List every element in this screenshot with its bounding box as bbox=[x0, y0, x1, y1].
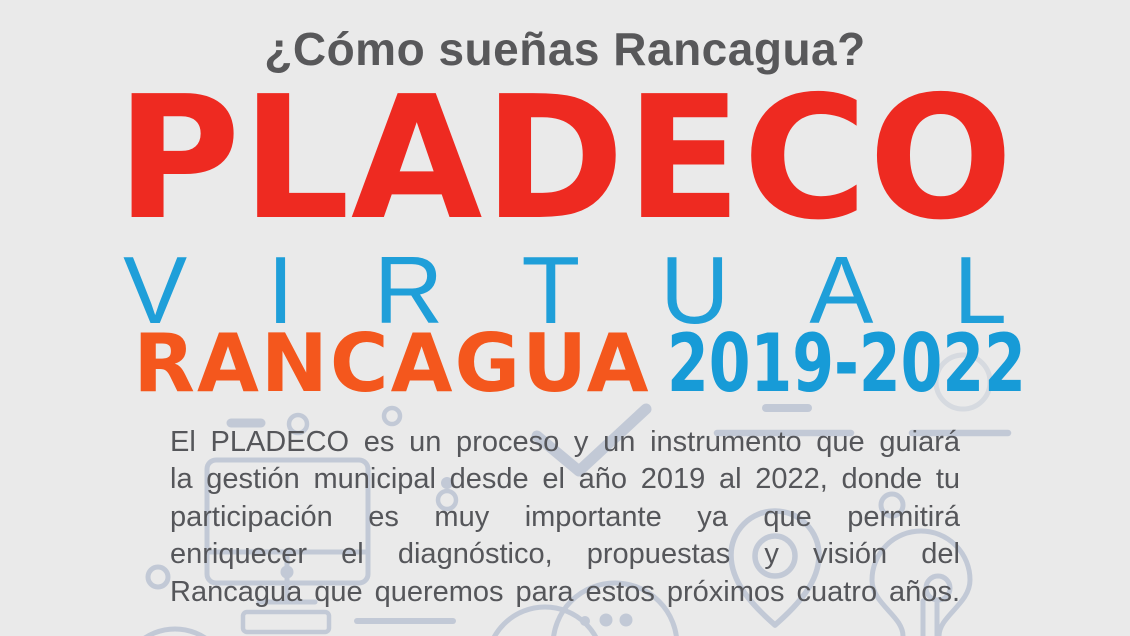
city-name: RANCAGUA bbox=[133, 317, 651, 410]
years-range-wrap bbox=[666, 317, 1026, 410]
description-line: la gestión municipal desde el año 2019 al 2022, donde tu bbox=[170, 463, 960, 496]
circle-decoration bbox=[384, 408, 400, 424]
question-heading: ¿Cómo sueñas Rancagua? bbox=[264, 23, 866, 75]
city-years-row bbox=[0, 317, 1130, 410]
description-line: enriquecer el diagnóstico, propuestas y visión del bbox=[170, 538, 960, 571]
circle-decoration bbox=[120, 629, 230, 636]
main-title: PLADECO bbox=[115, 60, 1014, 258]
description-line: participación es muy importante ya que permitirá bbox=[170, 500, 960, 533]
circle-decoration bbox=[148, 567, 168, 587]
keyboard-icon bbox=[243, 612, 329, 632]
description-paragraph bbox=[170, 424, 960, 611]
description-line: Rancagua que queremos para estos próximos cuatro años. bbox=[170, 575, 960, 608]
subtitle-virtual: VIRTUAL bbox=[123, 237, 1087, 344]
years-range: 2019-2022 bbox=[666, 317, 1026, 410]
description-line: El PLADECO es un proceso y un instrumento que guiará bbox=[170, 426, 960, 458]
